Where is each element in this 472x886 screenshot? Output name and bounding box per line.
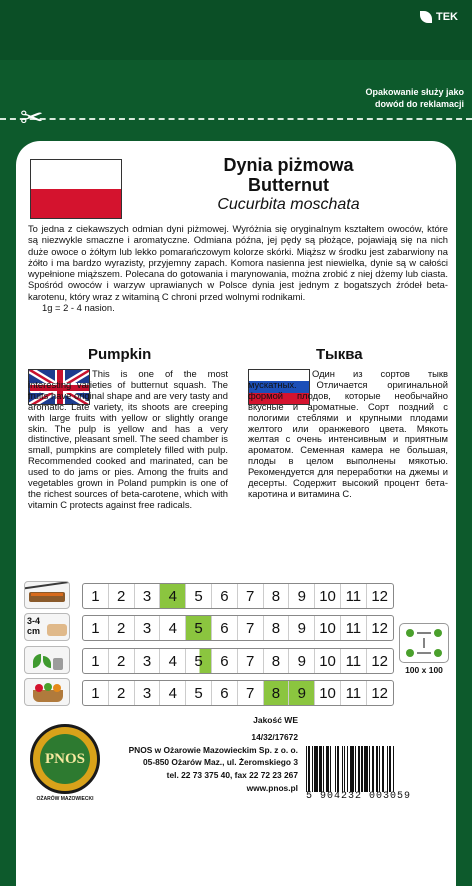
company-address: 05-850 Ożarów Maz., ul. Żeromskiego 3 xyxy=(143,757,298,768)
month-cell: 11 xyxy=(341,616,367,640)
month-grid xyxy=(82,680,394,706)
month-cell: 5 xyxy=(186,616,212,640)
plant-spacing-label: 100 x 100 xyxy=(405,665,443,675)
month-cell: 1 xyxy=(83,584,109,608)
month-cell: 12 xyxy=(371,619,388,637)
month-cell: 9 xyxy=(289,616,315,640)
receipt-note: Opakowanie służy jako dowód do reklamacji xyxy=(365,87,464,109)
russian-title: Тыква xyxy=(316,346,363,363)
month-cell: 12 xyxy=(371,652,388,670)
company-phone: tel. 22 73 375 40, fax 22 72 23 267 xyxy=(166,770,298,781)
month-cell: 11 xyxy=(341,584,367,608)
month-cell: 2 xyxy=(109,649,135,673)
month-cell: 3 xyxy=(135,584,161,608)
pnos-logo xyxy=(30,724,100,794)
calendar-row-harvest xyxy=(24,678,388,706)
month-cell: 6 xyxy=(212,584,238,608)
month-cell: 11 xyxy=(341,649,367,673)
month-cell: 12 xyxy=(371,684,388,702)
month-cell: 4 xyxy=(160,649,186,673)
quality-label: Jakość WE xyxy=(253,715,298,725)
month-cell: 2 xyxy=(109,681,135,705)
month-cell: 2 xyxy=(109,616,135,640)
plant-spacing-icon xyxy=(399,623,449,663)
month-cell: 8 xyxy=(264,681,290,705)
month-cell: 5 xyxy=(186,681,212,705)
company-info xyxy=(116,731,298,795)
month-cell: 3 xyxy=(135,681,161,705)
harvest-basket-icon xyxy=(24,678,70,706)
month-cell: 7 xyxy=(238,584,264,608)
month-grid xyxy=(82,615,394,641)
month-cell: 10 xyxy=(315,616,341,640)
month-cell: 4 xyxy=(160,584,186,608)
month-cell: 2 xyxy=(109,584,135,608)
seed-tray-icon xyxy=(24,581,70,609)
month-cell: 7 xyxy=(238,649,264,673)
month-cell: 8 xyxy=(264,584,290,608)
month-cell: 10 xyxy=(315,649,341,673)
month-cell: 10 xyxy=(315,681,341,705)
calendar-row-open-ground xyxy=(24,613,388,641)
month-cell: 3 xyxy=(135,649,161,673)
tek-label: TEK xyxy=(436,11,458,23)
month-cell: 6 xyxy=(212,681,238,705)
company-website: www.pnos.pl xyxy=(246,782,298,793)
company-name: PNOS w Ożarowie Mazowieckim Sp. z o. o. xyxy=(128,744,298,755)
month-grid xyxy=(82,583,394,609)
month-cell: 5 xyxy=(186,584,212,608)
batch-number: 14/32/17672 xyxy=(251,732,298,742)
month-grid xyxy=(82,648,394,674)
month-cell: 7 xyxy=(238,616,264,640)
month-cell: 7 xyxy=(238,681,264,705)
month-cell: 12 xyxy=(371,587,388,605)
product-name-pl: Dynia piżmowa xyxy=(223,155,354,175)
month-cell: 9 xyxy=(289,584,315,608)
seed-ratio: 1g = 2 - 4 nasion. xyxy=(42,302,115,314)
month-cell: 4 xyxy=(160,616,186,640)
seedling-icon xyxy=(24,646,70,674)
month-cell: 10 xyxy=(315,584,341,608)
header-band xyxy=(0,0,472,60)
scissors-icon: ✂ xyxy=(20,102,44,133)
seed-packet-card xyxy=(16,141,456,886)
month-cell: 9 xyxy=(289,649,315,673)
month-cell: 8 xyxy=(264,649,290,673)
barcode-bar xyxy=(394,746,395,792)
product-title xyxy=(126,155,451,215)
month-cell: 4 xyxy=(160,681,186,705)
poland-flag-icon xyxy=(30,159,122,219)
english-title: Pumpkin xyxy=(88,346,152,363)
product-variety: Butternut xyxy=(248,175,329,195)
barcode-number: 5 904232 003059 xyxy=(306,791,412,802)
sowing-depth-icon: 3-4 cm xyxy=(24,613,70,641)
russian-description: Один из сортов тыкв мускатных. Отличается оригинальной формой плодов, которые необычайно вкусные и ароматные. Сорт поздний с пологими стеблями и крупными плодами желтого или оранжевого цвета. Мякоть желтая с очень интенсивным и приятным ароматом. Семенная камера не большая, плоды в целом выполнены мякотью. Рекомендуется для переработки на джемы и десерты. Содержит высокий процент бета-каротина и витамина С. xyxy=(248,368,448,499)
barcode-bars xyxy=(306,746,395,792)
description-pl xyxy=(28,223,448,313)
cut-line xyxy=(0,118,472,120)
month-cell: 11 xyxy=(341,681,367,705)
description-pl-text: To jedna z ciekawszych odmian dyni piżmowej. Wyróżnia się oryginalnym kształtem owoców, które są niezwykle smaczne i aromatyczne. Odmiana późna, jej pędy są płożące, pojawiają się na nich duże owoce o żółtym lub lekko pomarańczowym kolorze skórki. Miąższ w środku jest zabarwiony na żółto i ma bardzo wyrazisty, przyjemny zapach. Komora nasienna jest niewielka, dynie są w całości wypełnione miąższem. Polecana do gotowania i marynowania, można zrobić z niej dżemy lub ciasta. Spośród owoców i warzyw uprawianych w Polsce dynia jest jednym z bogatszych źródeł beta-karotenu, który wraz z witaminą C chroni przed wolnymi rodnikami. xyxy=(28,223,448,302)
month-cell: 1 xyxy=(83,681,109,705)
month-cell: 5 xyxy=(186,649,212,673)
barcode xyxy=(306,736,446,792)
month-cell: 6 xyxy=(212,616,238,640)
month-cell: 1 xyxy=(83,616,109,640)
month-cell: 6 xyxy=(212,649,238,673)
english-description: This is one of the most interesting varieties of butternut squash. The fruits have original shape and are very tasty and aromatic. Late variety, its shoots are creeping with large fruits with yellow or slightly orange skin. The pulp is yellow and has a very distinctive, pleasant smell. The seed chamber is small, pumpkins are completely filled with pulp. Recommended cooked and marinated, can be used to do jams or pies. Among the fruits and vegetables grown in Poland pumpkin is one of the richest sources of beta-carotene, which with vitamin C protects against free radicals. xyxy=(28,368,228,510)
tek-badge xyxy=(420,11,458,23)
month-cell: 9 xyxy=(289,681,315,705)
leaf-icon xyxy=(420,11,432,23)
month-cell: 8 xyxy=(264,616,290,640)
month-cell: 3 xyxy=(135,616,161,640)
month-cell: 1 xyxy=(83,649,109,673)
pnos-logo-caption: OŻARÓW MAZOWIECKI xyxy=(36,796,94,802)
calendar-row-greenhouse xyxy=(24,581,388,609)
pnos-logo-letters: PNOS xyxy=(40,734,90,784)
product-latin-name: Cucurbita moschata xyxy=(217,196,360,213)
calendar-row-planting xyxy=(24,646,388,674)
